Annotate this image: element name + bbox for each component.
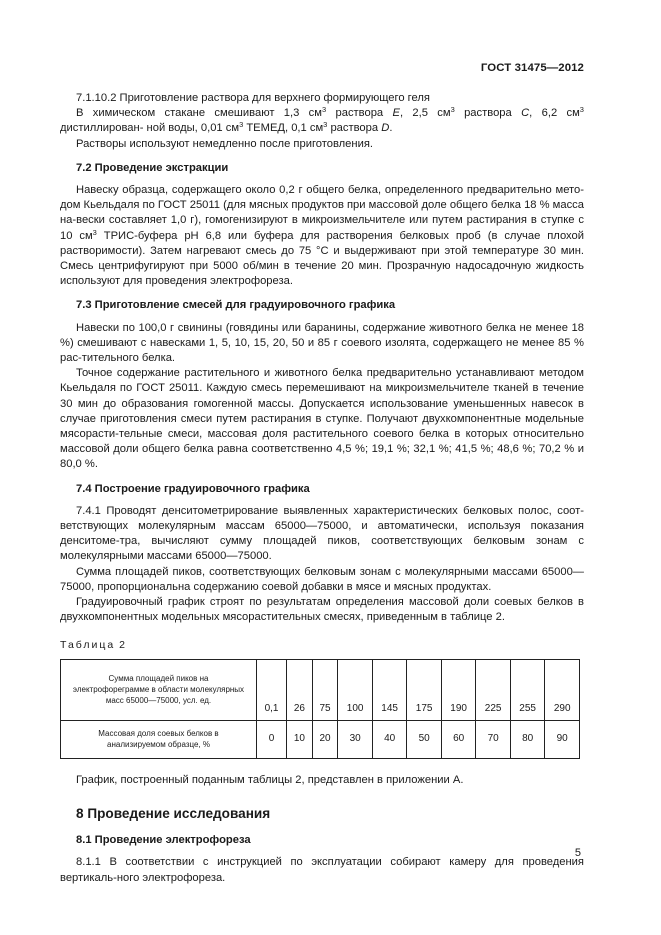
table-cell: 190	[441, 659, 476, 720]
table-cell: 10	[287, 720, 313, 758]
page-number: 5	[574, 847, 581, 859]
section-7-3-paragraph-2: Точное содержание растительного и животного белка предварительно устанавливают методом Кьельдаля по ГОСТ 25011. Каждую смесь перемешивают на микроизмельчителе тканей в течение 30 мин до образования гомогенной массы. Допускается использование уменьшенных навесок в случае приготовления смеси путем растирания в ступке. Получают двухкомпонентные модельные мясорасти-тельные смеси, массовая доля растительного соевого белка в которых относительно массовой доли общего белка равна соответственно 4,5 %; 19,1 %; 32,1 %; 41,5 %; 48,6 %; 70,2 % и 80,0 %.	[60, 367, 584, 471]
table-cell: 20	[312, 720, 338, 758]
table-cell: 145	[372, 659, 407, 720]
section-7-4-paragraph-1: 7.4.1 Проводят денситометрирование выявленных характеристических белковых полос, соот-ветствующих молекулярным массам 65000—75000, и автоматически, используя показания денситоме-тра, вычисляют сумму площадей пиков, соответствующих белковым зонам с молекулярными массами 65000—75000.	[60, 504, 584, 563]
table-cell: 175	[407, 659, 442, 720]
table-cell: 100	[338, 659, 373, 720]
section-7-3-paragraph-1: Навески по 100,0 г свинины (говядины или баранины, содержание животного белка не менее 18 %) смешивают с навесками 1, 5, 10, 15, 20, 50 и 85 г соевого изолята, содержащего не менее 85 % рас-тительного белка.	[60, 321, 584, 365]
table-reference-note: График, построенный поданным таблицы 2, представлен в приложении А.	[76, 773, 464, 786]
table-cell: 0	[257, 720, 287, 758]
table-cell: 40	[372, 720, 407, 758]
table-cell: 0,1	[257, 659, 287, 720]
section-8-1-1-paragraph: 8.1.1 В соответствии с инструкцией по эксплуатации собирают камеру для проведения вертикаль-ного электрофореза.	[60, 856, 584, 884]
section-7-4-paragraph-3: Градуировочный график строят по результатам определения массовой доли соевых белков в двухкомпонентных модельных мясорастительных смесях, приведенным в таблице 2.	[60, 596, 584, 624]
document-header-title: ГОСТ 31475—2012	[480, 62, 584, 74]
table-cell: 80	[510, 720, 545, 758]
section-7-1-10-2-title: 7.1.10.2 Приготовление раствора для верхнего формирующего геля	[76, 92, 430, 104]
table-2-caption: Таблица 2	[60, 638, 126, 651]
page-content	[60, 91, 584, 886]
section-7-2-paragraph: Навеску образца, содержащего около 0,2 г общего белка, определенного предварительно мето-дом Кьельдаля по ГОСТ 25011 (для мясных продуктов при массовой доле общего белка 18 % масса на-вески составляет 1,0 г), гомогенизируют в микроизмельчителе или путем растирания в ступке с 10 $см^3$ ТРИС-буфера рН 6,8 или буфера для растворения белковых проб (в случае плохой растворимости). Затем нагревают смесь до 75 °С и выдерживают при этой температуре 30 мин. Смесь центрифугируют при 5000 об/мин в течение 20 мин. Прозрачную надосадочную жидкость используют для проведения электрофореза.	[60, 184, 584, 288]
table-row-label: Массовая доля соевых белков в анализируемом образце, %	[61, 720, 257, 758]
section-8-heading: 8 Проведение исследования	[76, 805, 271, 821]
table-cell: 50	[407, 720, 442, 758]
table-cell: 225	[476, 659, 511, 720]
table-row-label: Сумма площадей пиков на электрофореграмме в области молекулярных масс 65000—75000, усл. ед.	[61, 659, 257, 720]
section-7-2-heading: 7.2 Проведение экстракции	[76, 161, 229, 174]
table-row	[61, 659, 580, 720]
table-cell: 30	[338, 720, 373, 758]
table-cell: 70	[476, 720, 511, 758]
section-8-1-heading: 8.1 Проведение электрофореза	[76, 834, 251, 847]
table-cell: 75	[312, 659, 338, 720]
table-row	[61, 720, 580, 758]
table-2	[60, 659, 580, 759]
section-7-1-10-2-note: Растворы используют немедленно после приготовления.	[76, 137, 374, 150]
table-cell: 26	[287, 659, 313, 720]
section-7-3-heading: 7.3 Приготовление смесей для градуировочного графика	[76, 299, 396, 312]
section-7-4-heading: 7.4 Построение градуировочного графика	[76, 482, 310, 495]
table-cell: 90	[545, 720, 580, 758]
table-cell: 60	[441, 720, 476, 758]
section-7-4-paragraph-2: Сумма площадей пиков, соответствующих белковым зонам с молекулярными массами 65000—75000, пропорциональна содержанию соевой добавки в мясе и мясных продуктах.	[60, 565, 584, 593]
table-cell: 290	[545, 659, 580, 720]
table-cell: 255	[510, 659, 545, 720]
section-7-1-10-2-paragraph: В химическом стакане смешивают 1,3 $см^3$ раствора Е, 2,5 $см^3$ раствора С, 6,2 $см^3$ дистиллирован- ной воды, 0,01 $см^3$ ТЕМЕД, 0,1 $см^3$ раствора D.	[60, 105, 584, 135]
